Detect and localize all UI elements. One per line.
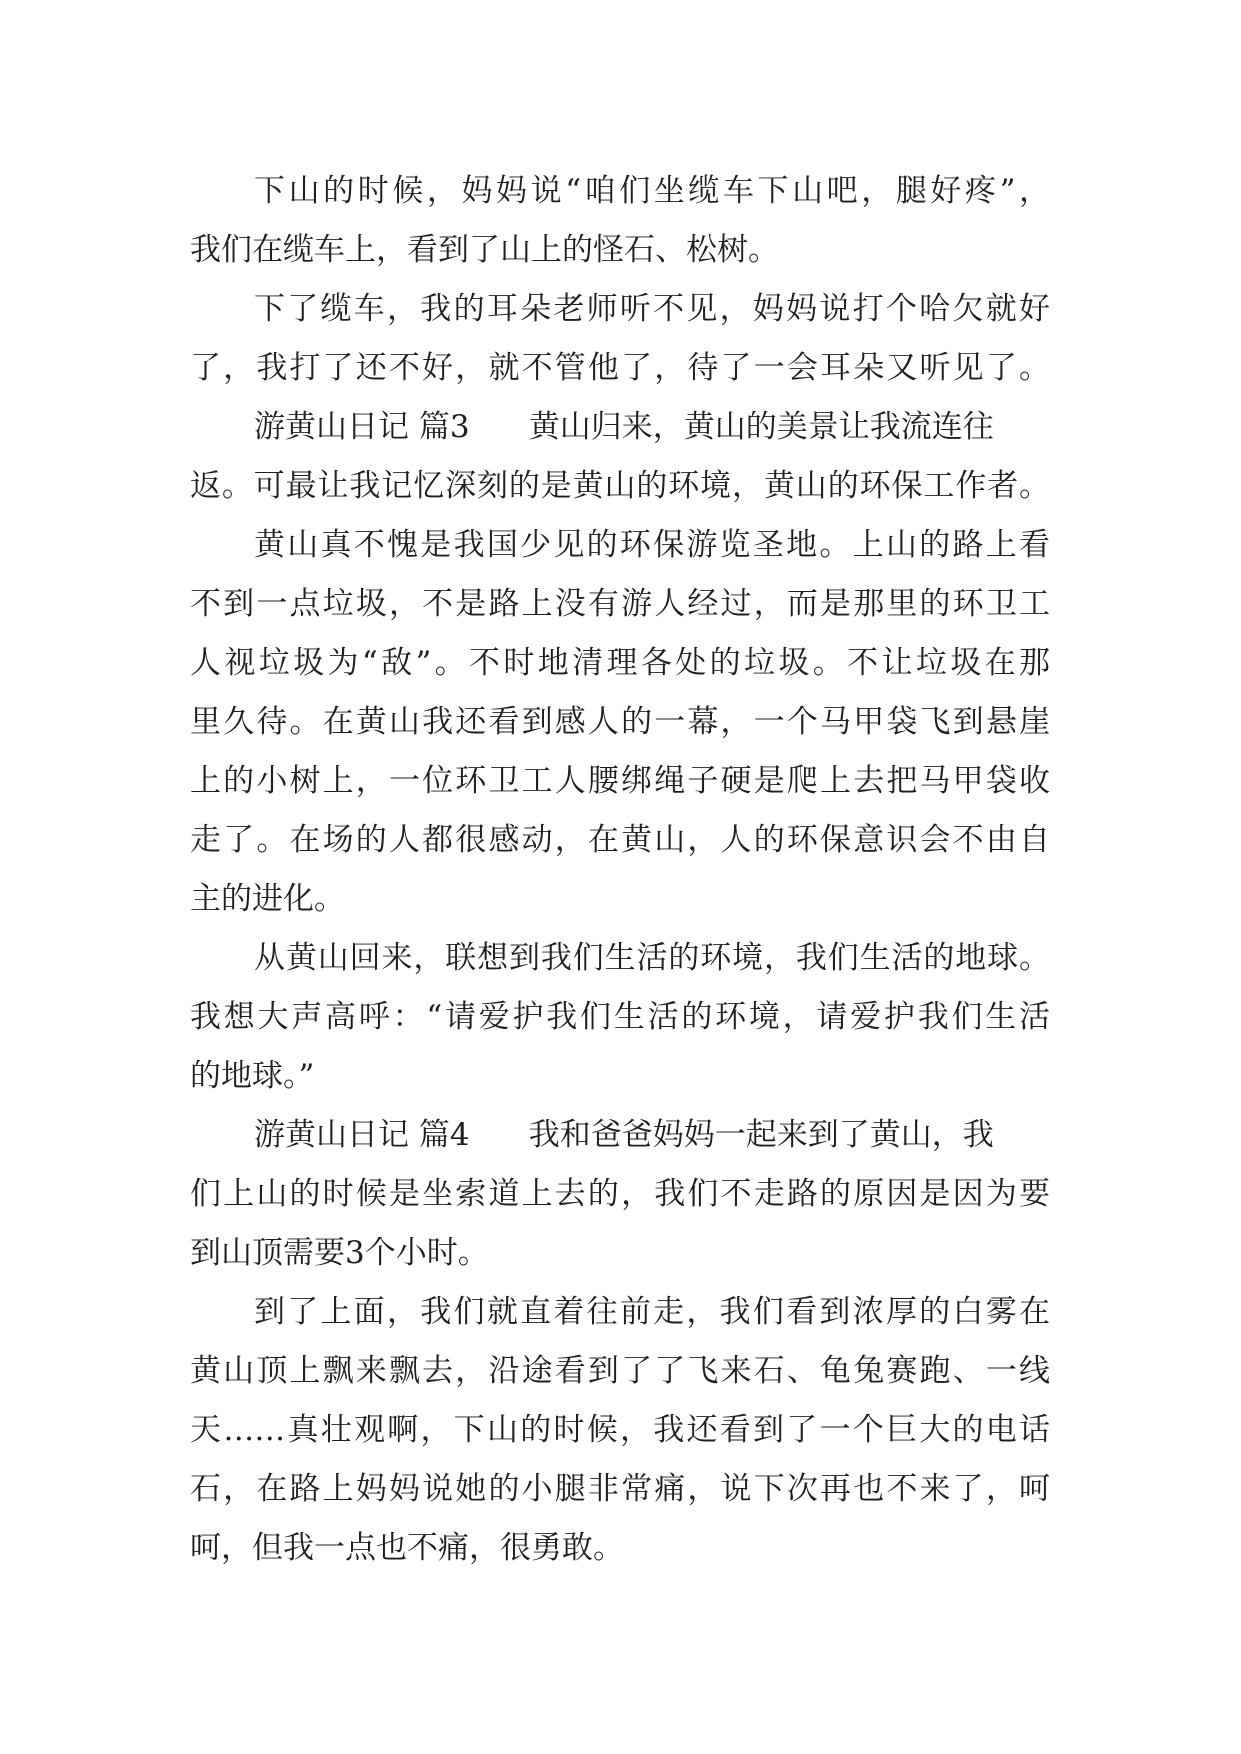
text-line: 们上山的时候是坐索道上去的，我们不走路的原因是因为要 bbox=[190, 1176, 1050, 1212]
text-line: 走了。在场的人都很感动，在黄山，人的环保意识会不由自 bbox=[190, 822, 1050, 858]
section-heading-line: 游黄山日记 篇3 黄山归来，黄山的美景让我流连往 bbox=[254, 409, 994, 445]
text-line: 主的进化。 bbox=[190, 881, 345, 917]
text-line: 到了上面，我们就直着往前走，我们看到浓厚的白雾在 bbox=[254, 1294, 1050, 1330]
text-line: 呵，但我一点也不痛，很勇敢。 bbox=[190, 1530, 624, 1566]
text-line: 不到一点垃圾，不是路上没有游人经过，而是那里的环卫工 bbox=[190, 586, 1050, 622]
text-line: 我想大声高呼：“请爱护我们生活的环境，请爱护我们生活 bbox=[190, 999, 1050, 1035]
text-line: 下了缆车，我的耳朵老师听不见，妈妈说打个哈欠就好 bbox=[254, 291, 1050, 327]
document-body bbox=[190, 162, 1050, 1578]
text-line: 石，在路上妈妈说她的小腿非常痛，说下次再也不来了，呵 bbox=[190, 1471, 1050, 1507]
text-line: 下山的时候，妈妈说“咱们坐缆车下山吧，腿好疼”， bbox=[254, 173, 1050, 209]
text-line: 的地球。” bbox=[190, 1058, 315, 1094]
text-line: 黄山真不愧是我国少见的环保游览圣地。上山的路上看 bbox=[254, 527, 1050, 563]
section-heading-line: 游黄山日记 篇4 我和爸爸妈妈一起来到了黄山，我 bbox=[254, 1117, 994, 1153]
text-line: 上的小树上，一位环卫工人腰绑绳子硬是爬上去把马甲袋收 bbox=[190, 763, 1050, 799]
text-line: 里久待。在黄山我还看到感人的一幕，一个马甲袋飞到悬崖 bbox=[190, 704, 1050, 740]
text-line: 了，我打了还不好，就不管他了，待了一会耳朵又听见了。 bbox=[190, 350, 1050, 386]
text-line: 返。可最让我记忆深刻的是黄山的环境，黄山的环保工作者。 bbox=[190, 468, 1050, 504]
text-line: 人视垃圾为“敌”。不时地清理各处的垃圾。不让垃圾在那 bbox=[190, 645, 1050, 681]
text-line: 天……真壮观啊，下山的时候，我还看到了一个巨大的电话 bbox=[190, 1412, 1050, 1448]
text-line: 到山顶需要3个小时。 bbox=[190, 1235, 489, 1271]
text-line: 黄山顶上飘来飘去，沿途看到了了飞来石、龟兔赛跑、一线 bbox=[190, 1353, 1050, 1389]
text-line: 从黄山回来，联想到我们生活的环境，我们生活的地球。 bbox=[254, 940, 1050, 976]
text-line: 我们在缆车上，看到了山上的怪石、松树。 bbox=[190, 232, 779, 268]
